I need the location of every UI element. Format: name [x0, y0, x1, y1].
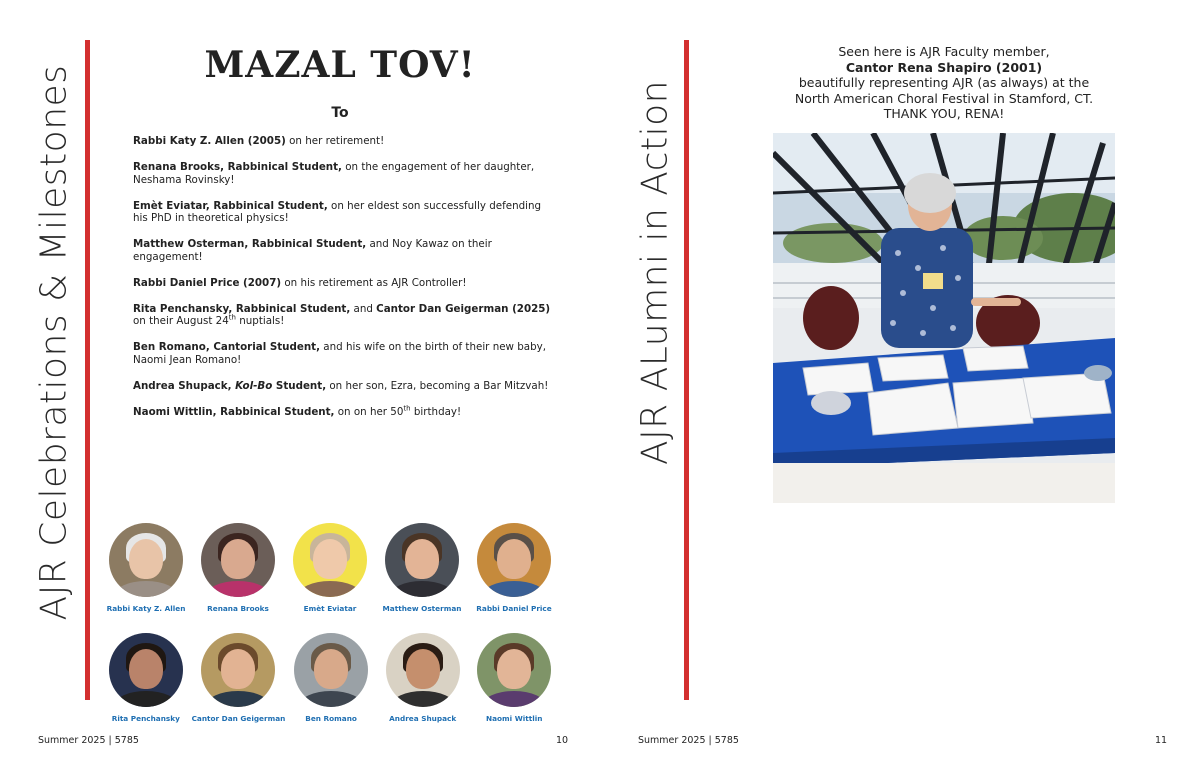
right-footer-issue: Summer 2025 | 5785: [638, 735, 739, 746]
portrait-face: [314, 649, 348, 689]
portrait-card: [284, 523, 376, 613]
portrait-card: [285, 633, 377, 723]
portrait-face: [129, 649, 163, 689]
announcement-text: on her son, Ezra, becoming a Bar Mitzvah!: [326, 379, 549, 392]
announcement-item: [133, 200, 553, 225]
announcement-item: [133, 277, 553, 290]
portrait-shoulders: [114, 691, 178, 707]
portrait-face: [129, 539, 163, 579]
portrait-name: Matthew Osterman: [382, 604, 462, 613]
portraits-grid: [100, 523, 560, 723]
announcement-item: [133, 303, 553, 328]
announcement-text: on his retirement as AJR Controller!: [281, 276, 467, 289]
portrait-face: [221, 539, 255, 579]
announcement-text: Andrea Shupack,: [133, 379, 236, 392]
photo-caption: [760, 44, 1128, 122]
portrait-shoulders: [206, 691, 270, 707]
portrait-photo: [294, 633, 368, 707]
announcement-item: [133, 341, 553, 366]
announcements-list: [133, 135, 553, 432]
page-subheading: To: [331, 105, 349, 121]
caption-line: beautifully representing AJR (as always) at the: [798, 75, 1090, 90]
portrait-shoulders: [390, 581, 454, 597]
portrait-name: Cantor Dan Geigerman: [191, 714, 286, 723]
announcement-text: on the engagement of her daughter, Neshama Rovinsky!: [133, 161, 535, 186]
announcement-text: birthday!: [410, 405, 462, 418]
portrait-shoulders: [482, 691, 546, 707]
portrait-shoulders: [299, 691, 363, 707]
portrait-name: Ben Romano: [305, 714, 357, 723]
portrait-card: [100, 523, 192, 613]
announcement-text: Rita Penchansky, Rabbinical Student,: [133, 302, 351, 315]
portrait-name: Rabbi Katy Z. Allen: [106, 604, 186, 613]
portrait-card: [192, 633, 286, 723]
left-vertical-title: AJR Celebrations & Milestones: [33, 64, 75, 621]
announcement-text: Rabbi Daniel Price (2007): [133, 276, 282, 289]
portrait-face: [405, 539, 439, 579]
portrait-photo: [386, 633, 460, 707]
portrait-photo: [477, 523, 551, 597]
portrait-card: [377, 633, 469, 723]
portrait-card: [468, 523, 560, 613]
left-red-rule: [85, 40, 90, 700]
announcement-item: [133, 135, 553, 148]
festival-photo: [773, 133, 1115, 503]
announcement-item: [133, 161, 553, 186]
portrait-photo: [201, 633, 275, 707]
portrait-face: [313, 539, 347, 579]
announcement-text: Student,: [272, 379, 327, 392]
announcement-text: Emèt Eviatar, Rabbinical Student,: [133, 199, 328, 212]
portrait-face: [497, 649, 531, 689]
portrait-shoulders: [482, 581, 546, 597]
announcement-text: th: [403, 404, 411, 413]
announcement-text: and Noy Kawaz on their engagement!: [133, 238, 492, 263]
portrait-photo: [385, 523, 459, 597]
announcement-text: and his wife on the birth of their new baby, Naomi Jean Romano!: [133, 341, 546, 366]
announcement-text: Kol-Bo: [235, 379, 273, 392]
caption-line-bold: Cantor Rena Shapiro (2001): [845, 59, 1043, 75]
portrait-shoulders: [114, 581, 178, 597]
caption-line: North American Choral Festival in Stamford, CT.: [794, 90, 1094, 106]
portrait-row: [100, 633, 560, 723]
announcement-text: on her retirement!: [285, 135, 385, 147]
portrait-photo: [201, 523, 275, 597]
announcement-text: Ben Romano, Cantorial Student,: [133, 341, 321, 353]
portrait-name: Rita Penchansky: [111, 714, 180, 723]
announcement-text: Matthew Osterman, Rabbinical Student,: [133, 238, 367, 250]
portrait-photo: [109, 633, 183, 707]
portrait-row: [100, 523, 560, 613]
announcement-text: th: [228, 313, 236, 322]
announcement-text: Naomi Wittlin, Rabbinical Student,: [133, 405, 335, 418]
portrait-shoulders: [298, 581, 362, 597]
portrait-card: [376, 523, 468, 613]
announcement-text: Renana Brooks, Rabbinical Student,: [133, 161, 342, 173]
portrait-face: [406, 649, 440, 689]
portrait-name: Emèt Eviatar: [303, 604, 357, 613]
announcement-text: on her eldest son successfully defending his PhD in theoretical physics!: [133, 199, 542, 224]
portrait-photo: [477, 633, 551, 707]
announcement-text: on their August 24: [133, 315, 229, 327]
left-footer-issue: Summer 2025 | 5785: [38, 735, 139, 746]
announcement-text: and: [350, 302, 377, 315]
page-heading: MAZAL TOV!: [204, 44, 476, 86]
announcement-text: nuptials!: [235, 315, 285, 327]
portrait-card: [192, 523, 284, 613]
portrait-face: [221, 649, 255, 689]
portrait-shoulders: [391, 691, 455, 707]
portrait-name: Rabbi Daniel Price: [476, 604, 552, 613]
portrait-photo: [293, 523, 367, 597]
right-vertical-title: AJR ALumni in Action: [634, 80, 676, 465]
caption-line: Seen here is AJR Faculty member,: [838, 44, 1050, 59]
announcement-text: Cantor Dan Geigerman (2025): [376, 302, 551, 315]
portrait-shoulders: [206, 581, 270, 597]
portrait-card: [100, 633, 192, 723]
left-page-number: 10: [556, 735, 569, 746]
portrait-name: Renana Brooks: [207, 604, 269, 613]
portrait-photo: [109, 523, 183, 597]
right-red-rule: [684, 40, 689, 700]
portrait-name: Andrea Shupack: [389, 714, 457, 723]
right-page-number: 11: [1155, 735, 1168, 746]
announcement-text: on on her 50: [334, 405, 404, 418]
announcement-text: Rabbi Katy Z. Allen (2005): [133, 135, 286, 147]
portrait-card: [468, 633, 560, 723]
portrait-name: Naomi Wittlin: [486, 714, 543, 723]
portrait-face: [497, 539, 531, 579]
announcement-item: [133, 238, 553, 263]
announcement-item: [133, 406, 553, 419]
caption-line: THANK YOU, RENA!: [883, 106, 1005, 121]
announcement-item: [133, 380, 553, 393]
